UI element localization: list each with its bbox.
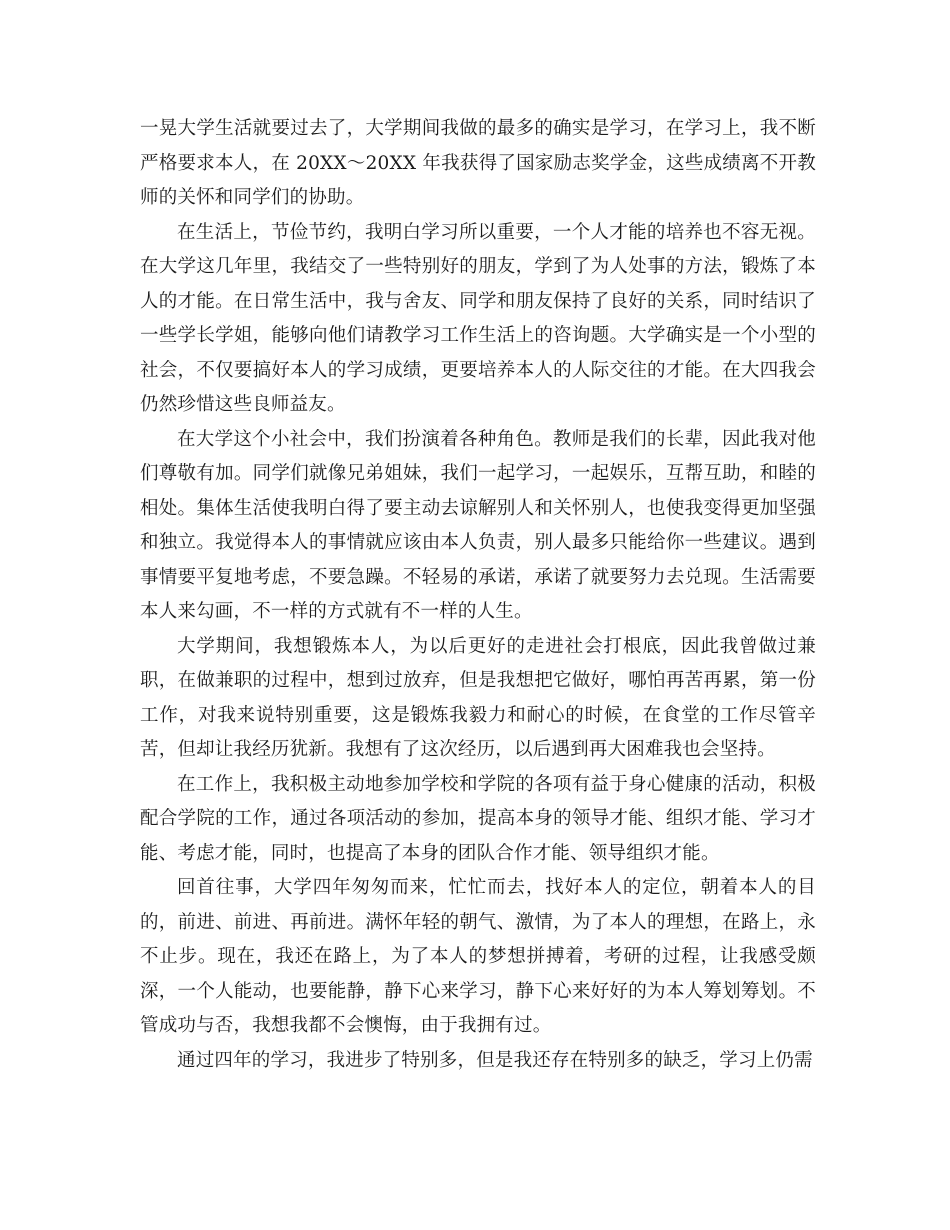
paragraph-6: 回首往事，大学四年匆匆而来，忙忙而去，找好本人的定位，朝着本人的目的，前进、前进、再前进。满怀年轻的朝气、激情，为了本人的理想，在路上，永不止步。现在，我还在路上，为了本人的梦想拼搏着，考研的过程，让我感受颇深，一个人能动，也要能静，静下心来学习，静下心来好好的为本人筹划筹划。不管成功与否，我想我都不会懊悔，由于我拥有过。: [140, 877, 816, 1036]
paragraph-4: 大学期间，我想锻炼本人，为以后更好的走进社会打根底，因此我曾做过兼职，在做兼职的过程中，想到过放弃，但是我想把它做好，哪怕再苦再累，第一份工作，对我来说特别重要，这是锻炼我毅力和耐心的时候，在食堂的工作尽管辛苦，但却让我经历犹新。我想有了这次经历，以后遇到再大困难我也会坚持。: [140, 635, 816, 760]
paragraph-1: 一晃大学生活就要过去了，大学期间我做的最多的确实是学习，在学习上，我不断严格要求本人，在 20XX～20XX 年我获得了国家励志奖学金，这些成绩离不开教师的关怀和同学们的协助。: [140, 118, 816, 208]
document-body: [140, 112, 816, 1078]
paragraph-3: 在大学这个小社会中，我们扮演着各种角色。教师是我们的长辈，因此我对他们尊敬有加。同学们就像兄弟姐妹，我们一起学习，一起娱乐，互帮互助，和睦的相处。集体生活使我明白得了要主动去谅解别人和关怀别人，也使我变得更加坚强和独立。我觉得本人的事情就应该由本人负责，别人最多只能给你一些建议。遇到事情要平复地考虑，不要急躁。不轻易的承诺，承诺了就要努力去兑现。生活需要本人来勾画，不一样的方式就有不一样的人生。: [140, 428, 816, 622]
paragraph-5: 在工作上，我积极主动地参加学校和学院的各项有益于身心健康的活动，积极配合学院的工作，通过各项活动的参加，提高本身的领导才能、组织才能、学习才能、考虑才能，同时，也提高了本身的团队合作才能、领导组织才能。: [140, 773, 816, 864]
paragraph-7: 通过四年的学习，我进步了特别多，但是我还存在特别多的缺乏，学习上仍需: [177, 1049, 813, 1071]
paragraph-2: 在生活上，节俭节约，我明白学习所以重要，一个人才能的培养也不容无视。在大学这几年里，我结交了一些特别好的朋友，学到了为人处事的方法，锻炼了本人的才能。在日常生活中，我与舍友、同学和朋友保持了良好的关系，同时结识了一些学长学姐，能够向他们请教学习工作生活上的咨询题。大学确实是一个小型的社会，不仅要搞好本人的学习成绩，更要培养本人的人际交往的才能。在大四我会仍然珍惜这些良师益友。: [140, 221, 816, 415]
